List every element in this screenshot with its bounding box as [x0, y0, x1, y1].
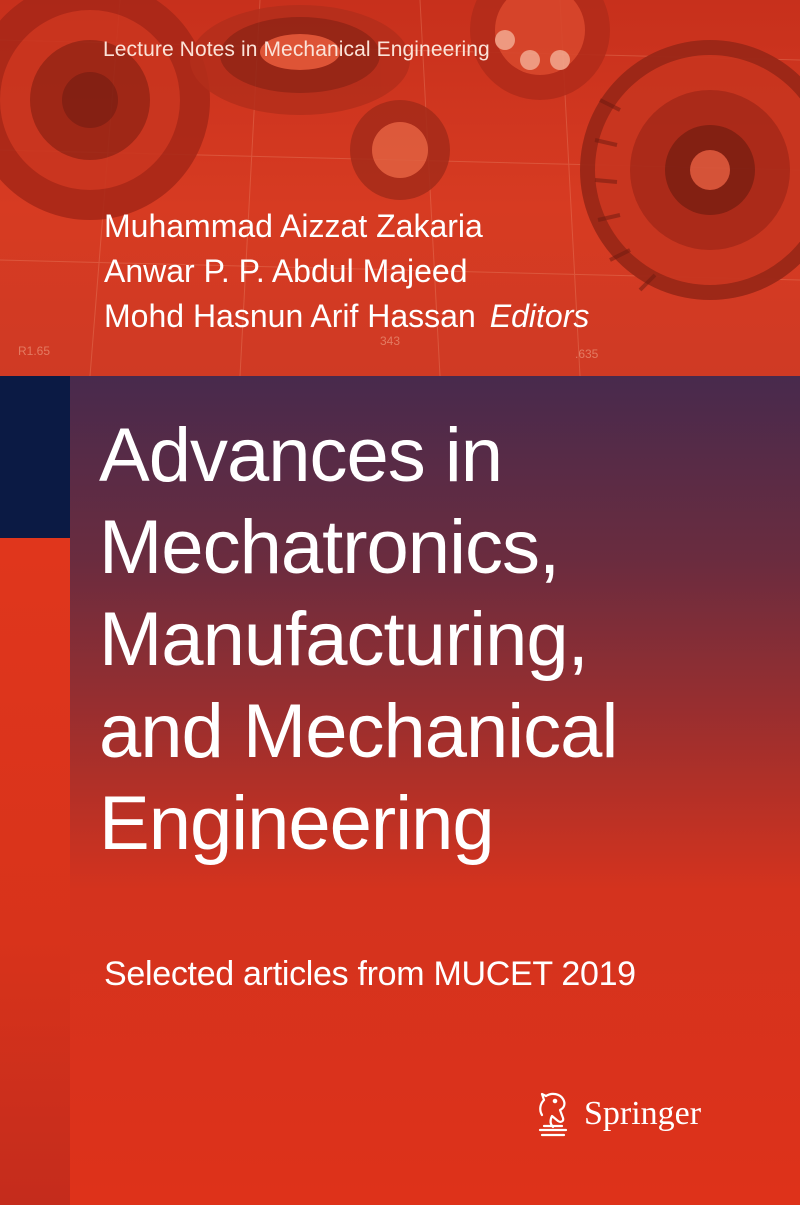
title-line: Manufacturing,: [99, 597, 588, 682]
title-line: Mechatronics,: [99, 505, 560, 590]
left-color-strip: [0, 538, 70, 1205]
editor-name: Anwar P. P. Abdul Majeed: [104, 253, 468, 289]
editor-name: Mohd Hasnun Arif Hassan: [104, 298, 476, 334]
drawing-annotation: 343: [380, 334, 401, 348]
navy-accent-block: [0, 376, 70, 538]
editor-name: Muhammad Aizzat Zakaria: [104, 208, 483, 244]
springer-horse-icon: [530, 1090, 576, 1138]
title-line: Advances in: [99, 413, 503, 498]
publisher-imprint: [530, 1090, 701, 1138]
series-title: Lecture Notes in Mechanical Engineering: [103, 38, 490, 61]
cover-photo-gears: [0, 0, 800, 376]
editors-list: [104, 204, 589, 339]
title-line: and Mechanical: [99, 689, 618, 774]
editors-role-label: Editors: [489, 298, 590, 334]
book-subtitle: Selected articles from MUCET 2019: [104, 955, 636, 993]
drawing-annotation: .635: [575, 347, 599, 361]
publisher-name: Springer: [584, 1095, 702, 1132]
drawing-annotation: R1.65: [18, 344, 51, 358]
book-title: [99, 410, 789, 870]
title-line: Engineering: [99, 781, 494, 866]
editor-name-with-role: [104, 294, 589, 339]
